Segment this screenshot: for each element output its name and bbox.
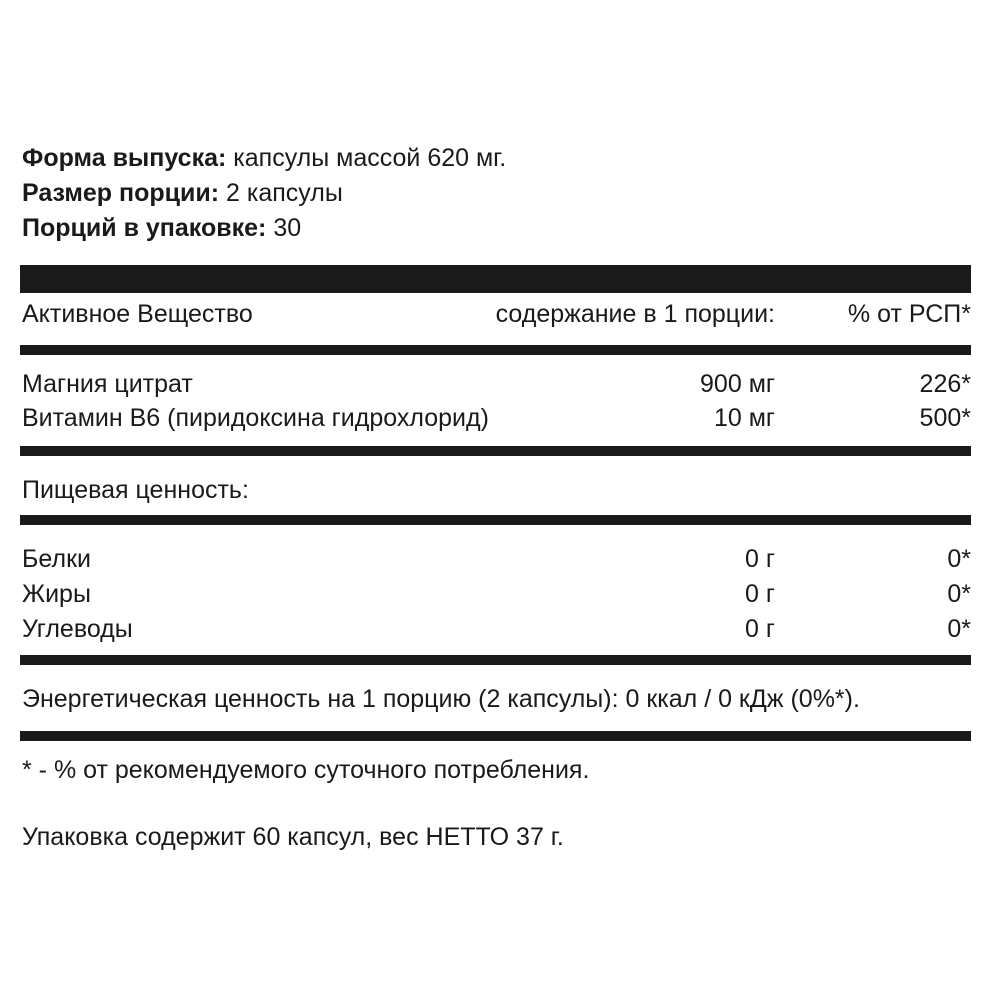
divider [20,655,971,665]
row-name: Магния цитрат [22,370,193,398]
table-header-row [22,299,971,329]
package-note: Упаковка содержит 60 капсул, вес НЕТТО 37 г. [22,823,564,851]
table-row [22,369,971,399]
row-name: Углеводы [22,615,133,643]
table-row [22,579,971,609]
release-form-value: капсулы массой 620 мг. [233,144,507,172]
serving-size-line [22,178,343,208]
row-percent: 226* [919,370,971,398]
table-row [22,544,971,574]
servings-per-pack-label: Порций в упаковке: [22,214,267,242]
row-amount: 0 г [745,615,775,643]
nutrition-heading: Пищевая ценность: [22,476,249,504]
divider [20,345,971,355]
release-form-label: Форма выпуска: [22,144,227,172]
table-row [22,403,971,433]
servings-per-pack-value: 30 [273,214,302,242]
row-amount: 0 г [745,545,775,573]
row-amount: 10 мг [713,404,775,432]
table-row [22,614,971,644]
column-header-percent: % от РСП* [847,300,971,328]
footnote: * - % от рекомендуемого суточного потребления. [22,756,590,784]
column-header-substance: Активное Вещество [22,300,253,328]
divider [20,515,971,525]
row-amount: 900 мг [700,370,775,398]
servings-per-pack-line [22,213,301,243]
energy-value: Энергетическая ценность на 1 порцию (2 капсулы): 0 ккал / 0 кДж (0%*). [22,685,860,713]
serving-size-value: 2 капсулы [226,179,343,207]
column-header-amount: содержание в 1 порции: [495,300,775,328]
table-top-bar [20,265,971,293]
row-name: Жиры [22,580,91,608]
table-bottom-bar [20,731,971,741]
row-percent: 500* [919,404,971,432]
row-amount: 0 г [745,580,775,608]
row-name: Белки [22,545,91,573]
nutrition-heading-row [22,475,971,505]
row-percent: 0* [947,545,971,573]
serving-size-label: Размер порции: [22,179,220,207]
row-percent: 0* [947,615,971,643]
row-percent: 0* [947,580,971,608]
row-name: Витамин B6 (пиридоксина гидрохлорид) [22,404,489,432]
energy-row [22,684,971,714]
divider [20,446,971,456]
release-form-line [22,143,506,173]
